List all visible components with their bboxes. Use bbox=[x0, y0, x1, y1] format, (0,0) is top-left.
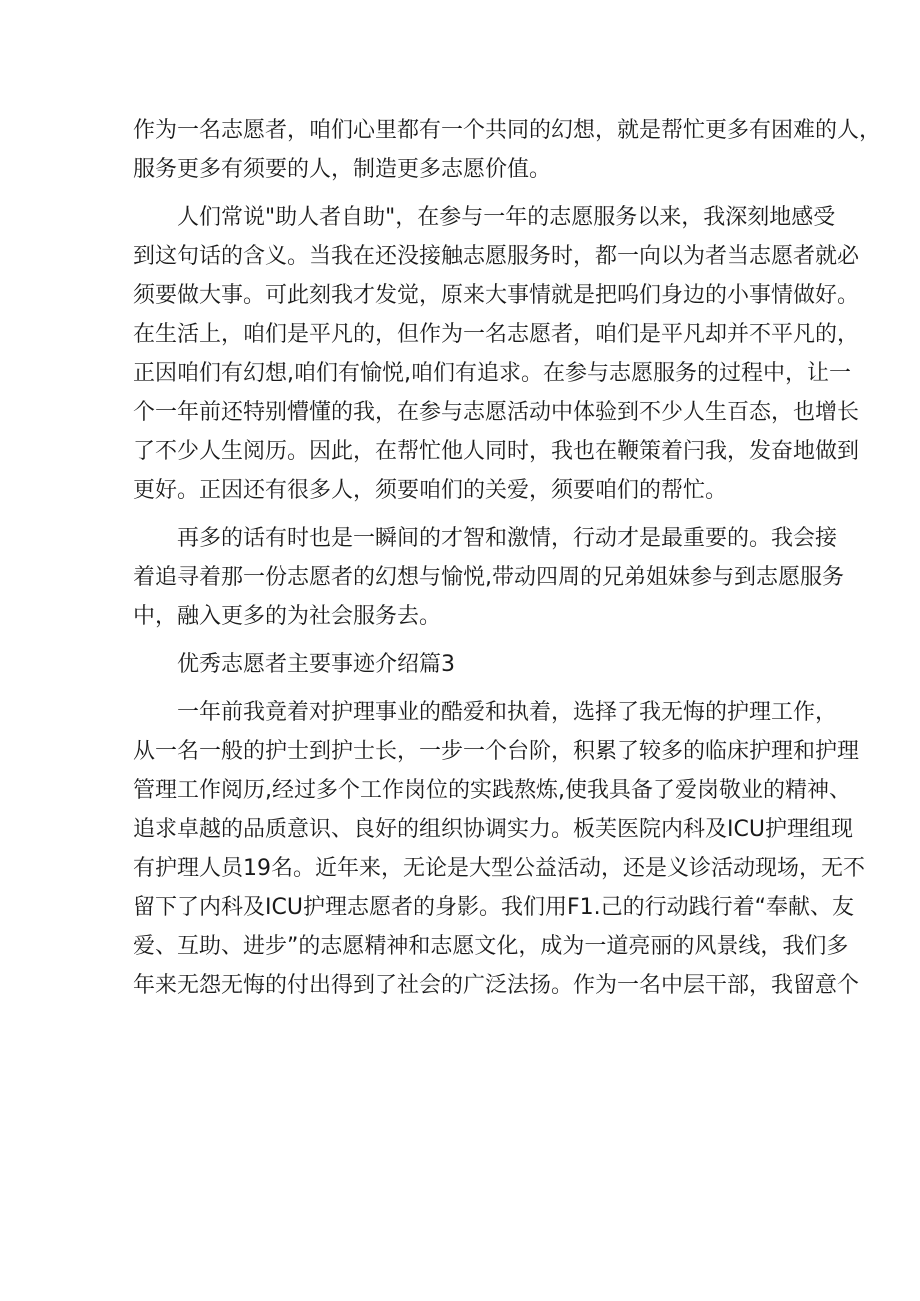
section-heading-text: 优秀志愿者主要事迹介绍篇3 bbox=[177, 652, 455, 677]
paragraph-spacer bbox=[133, 684, 793, 693]
text-line: 人们常说"助人者自助"，在参与一年的志愿服务以来，我深刻地感受 bbox=[177, 205, 836, 230]
text-line: 再多的话有时也是一瞬间的才智和激情，行动才是最重要的。我会接 bbox=[177, 526, 838, 551]
text-line: 作为一名志愿者，咱们心里都有一个共同的幻想，就是帮忙更多有困难的人， bbox=[133, 118, 882, 143]
paragraph-3 bbox=[133, 519, 844, 636]
paragraph-1 bbox=[133, 111, 882, 189]
text-line: 追求卓越的品质意识、良好的组织协调实力。板芙医院内科及ICU护理组现 bbox=[133, 817, 853, 842]
text-line: 须要做大事。可此刻我才发觉，原来大事情就是把呜们身边的小事情做好。 bbox=[133, 283, 860, 308]
section-heading bbox=[133, 645, 793, 684]
text-line: 留下了内科及ICU护理志愿者的身影。我们用F1.己的行动践行着“奉献、友 bbox=[133, 895, 854, 920]
text-line: 在生活上，咱们是平凡的，但作为一名志愿者，咱们是平凡却并不平凡的， bbox=[133, 322, 860, 347]
text-line: 中，融入更多的为社会服务去。 bbox=[133, 604, 442, 629]
text-line: 更好。正因还有很多人，须要咱们的关爱，须要咱们的帮忙。 bbox=[133, 478, 728, 503]
paragraph-spacer bbox=[133, 510, 793, 519]
text-line: 从一名一般的护士到护士长，一步一个台阶，积累了较多的临床护理和护理 bbox=[133, 739, 860, 764]
text-line: 管理工作阅历,经过多个工作岗位的实践熬炼,使我具备了爱岗敬业的精神、 bbox=[133, 778, 851, 803]
text-line: 正因咱们有幻想,咱们有愉悦,咱们有追求。在参与志愿服务的过程中，让一 bbox=[133, 361, 851, 386]
text-line: 有护理人员19名。近年来，无论是大型公益活动，还是义诊活动现场，无不 bbox=[133, 856, 865, 881]
text-line: 年来无怨无悔的付出得到了社会的广泛法扬。作为一名中层干部，我留意个 bbox=[133, 973, 860, 998]
text-line: 爱、互助、进步”的志愿精神和志愿文化，成为一道亮丽的风景线，我们多 bbox=[133, 934, 849, 959]
paragraph-4 bbox=[133, 693, 865, 1005]
text-line: 到这句话的含义。当我在还没接触志愿服务时，都一向以为者当志愿者就必 bbox=[133, 244, 860, 269]
text-line: 了不少人生阅历。因此，在帮忙他人同时，我也在鞭策着闩我，发奋地做到 bbox=[133, 439, 860, 464]
text-line: 着追寻着那一份志愿者的幻想与愉悦,带动四周的兄弟姐妹参与到志愿服务 bbox=[133, 565, 844, 590]
paragraph-spacer bbox=[133, 636, 793, 645]
text-line: 一年前我竟着对护理事业的酷爱和执着，选择了我无悔的护理工作， bbox=[177, 700, 838, 725]
paragraph-spacer bbox=[133, 189, 793, 198]
document-body bbox=[133, 111, 882, 1005]
text-line: 服务更多有须要的人，制造更多志愿价值。 bbox=[133, 157, 552, 182]
paragraph-2 bbox=[133, 198, 860, 510]
text-line: 个一年前还特别懵懂的我，在参与志愿活动中体验到不少人生百态，也增长 bbox=[133, 400, 860, 425]
